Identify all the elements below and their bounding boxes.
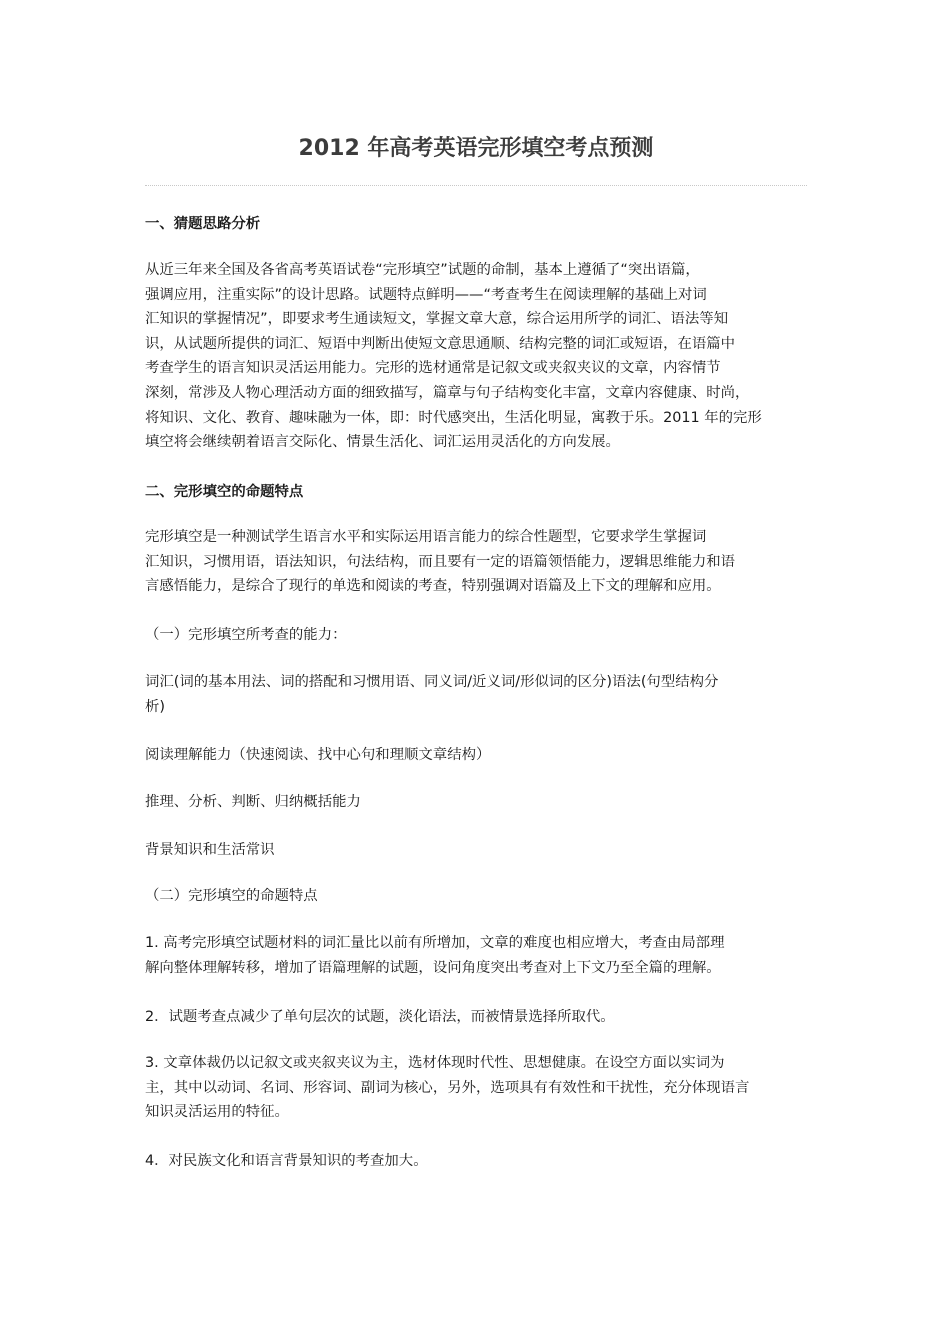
paragraph-line: 深刻，常涉及人物心理活动方面的细致描写，篇章与句子结构变化丰富，文章内容健康、时尚， xyxy=(145,384,750,401)
ability-reasoning: 推理、分析、判断、归纳概括能力 xyxy=(145,794,361,810)
paragraph-line: 识，从试题所提供的词汇、短语中判断出使短文意思通顺、结构完整的词汇或短语，在语篇中 xyxy=(145,335,736,352)
ability-background: 背景知识和生活常识 xyxy=(145,842,275,858)
paragraph-line: 知识灵活运用的特征。 xyxy=(145,1104,289,1121)
paragraph-line: 言感悟能力，是综合了现行的单选和阅读的考查，特别强调对语篇及上下文的理解和应用。 xyxy=(145,578,721,595)
section2-heading: 二、完形填空的命题特点 xyxy=(145,484,304,500)
section1-paragraph xyxy=(145,258,810,455)
paragraph-line: 考查学生的语言知识灵活运用能力。完形的选材通常是记叙文或夹叙夹议的文章，内容情节 xyxy=(145,360,721,377)
paragraph-line: 3. 文章体裁仍以记叙文或夹叙夹议为主，选材体现时代性、思想健康。在设空方面以实词为 xyxy=(145,1055,725,1071)
paragraph-line: 从近三年来全国及各省高考英语试卷“完形填空”试题的命制，基本上遵循了“突出语篇， xyxy=(145,262,700,278)
title-divider xyxy=(145,185,807,186)
paragraph-line: 强调应用，注重实际”的设计思路。试题特点鲜明——“考查考生在阅读理解的基础上对词 xyxy=(145,286,707,303)
paragraph-line: 1. 高考完形填空试题材料的词汇量比以前有所增加，文章的难度也相应增大，考查由局部理 xyxy=(145,935,725,951)
paragraph-line: 解向整体理解转移，增加了语篇理解的试题，设问角度突出考查对上下文乃至全篇的理解。 xyxy=(145,959,721,976)
paragraph-line: 词汇(词的基本用法、词的搭配和习惯用语、同义词/近义词/形似词的区分)语法(句型结构分 xyxy=(145,674,719,690)
paragraph-line: 填空将会继续朝着语言交际化、情景生活化、词汇运用灵活化的方向发展。 xyxy=(145,434,620,451)
paragraph-line: 汇知识的掌握情况”，即要求考生通读短文，掌握文章大意，综合运用所学的词汇、语法等知 xyxy=(145,311,729,328)
paragraph-line: 将知识、文化、教育、趣味融为一体，即：时代感突出，生活化明显，寓教于乐。2011 年的完形 xyxy=(145,409,762,426)
point-3 xyxy=(145,1051,810,1125)
paragraph-line: 析) xyxy=(145,698,166,715)
paragraph-line: 完形填空是一种测试学生语言水平和实际运用语言能力的综合性题型，它要求学生掌握词 xyxy=(145,529,707,545)
section2-intro xyxy=(145,525,810,599)
ability-reading: 阅读理解能力（快速阅读、找中心句和理顺文章结构） xyxy=(145,747,491,763)
paragraph-line: 主，其中以动词、名词、形容词、副词为核心，另外，选项具有有效性和干扰性，充分体现语言 xyxy=(145,1079,750,1096)
subsection2-heading: （二）完形填空的命题特点 xyxy=(145,888,318,904)
ability-vocabulary xyxy=(145,670,810,719)
subsection1-heading: （一）完形填空所考查的能力： xyxy=(145,627,347,643)
point-1 xyxy=(145,931,810,980)
point-4: 4．对民族文化和语言背景知识的考查加大。 xyxy=(145,1153,428,1169)
section1-heading: 一、猜题思路分析 xyxy=(145,216,261,232)
point-2: 2．试题考查点减少了单句层次的试题，淡化语法，而被情景选择所取代。 xyxy=(145,1009,615,1025)
paragraph-line: 汇知识，习惯用语，语法知识，句法结构，而且要有一定的语篇领悟能力，逻辑思维能力和语 xyxy=(145,553,736,570)
document-title: 2012 年高考英语完形填空考点预测 xyxy=(298,136,654,161)
